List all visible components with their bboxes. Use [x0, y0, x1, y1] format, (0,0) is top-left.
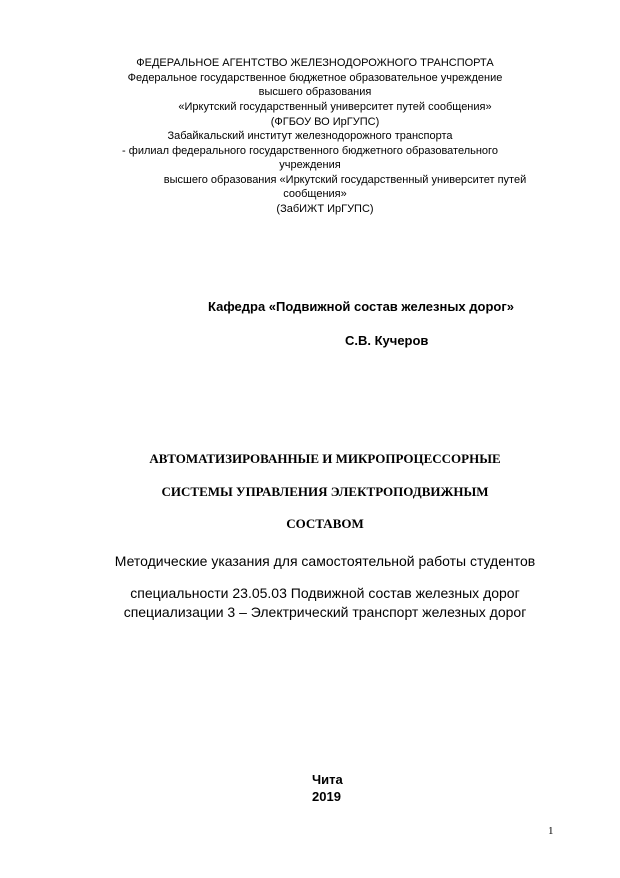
header-line-5: (ФГБОУ ВО ИрГУПС) [270, 116, 380, 128]
header-line-7: - филиал федерального государственного бюджетного образовательного [122, 145, 498, 157]
title-line-2: СИСТЕМЫ УПРАВЛЕНИЯ ЭЛЕКТРОПОДВИЖНЫМ [161, 484, 489, 499]
city: Чита [312, 772, 343, 787]
specialty-line-2: специализации 3 – Электрический транспорт железных дорог [123, 604, 527, 620]
header-line-1: ФЕДЕРАЛЬНОЕ АГЕНТСТВО ЖЕЛЕЗНОДОРОЖНОГО ТРАНСПОРТА [136, 57, 494, 69]
department-name: Кафедра «Подвижной состав железных дорог» [208, 299, 514, 314]
page-number: 1 [548, 825, 554, 837]
subtitle: Методические указания для самостоятельной работы студентов [114, 553, 536, 569]
header-line-8: учреждения [279, 159, 341, 171]
title-line-1: АВТОМАТИЗИРОВАННЫЕ И МИКРОПРОЦЕССОРНЫЕ [149, 451, 501, 466]
header-line-10: сообщения» [283, 188, 347, 200]
header-line-11: (ЗабИЖТ ИрГУПС) [276, 203, 374, 215]
author-name: С.В. Кучеров [345, 333, 429, 348]
header-line-2: Федеральное государственное бюджетное образовательное учреждение [127, 72, 503, 84]
year: 2019 [312, 789, 341, 804]
header-line-9: высшего образования «Иркутский государственный университет путей [163, 174, 527, 186]
specialty-line-1: специальности 23.05.03 Подвижной состав железных дорог [130, 585, 520, 601]
header-line-6: Забайкальский институт железнодорожного транспорта [167, 130, 453, 142]
header-line-4: «Иркутский государственный университет путей сообщения» [178, 101, 492, 113]
title-line-3: СОСТАВОМ [286, 516, 364, 531]
header-line-3: высшего образования [258, 86, 372, 98]
